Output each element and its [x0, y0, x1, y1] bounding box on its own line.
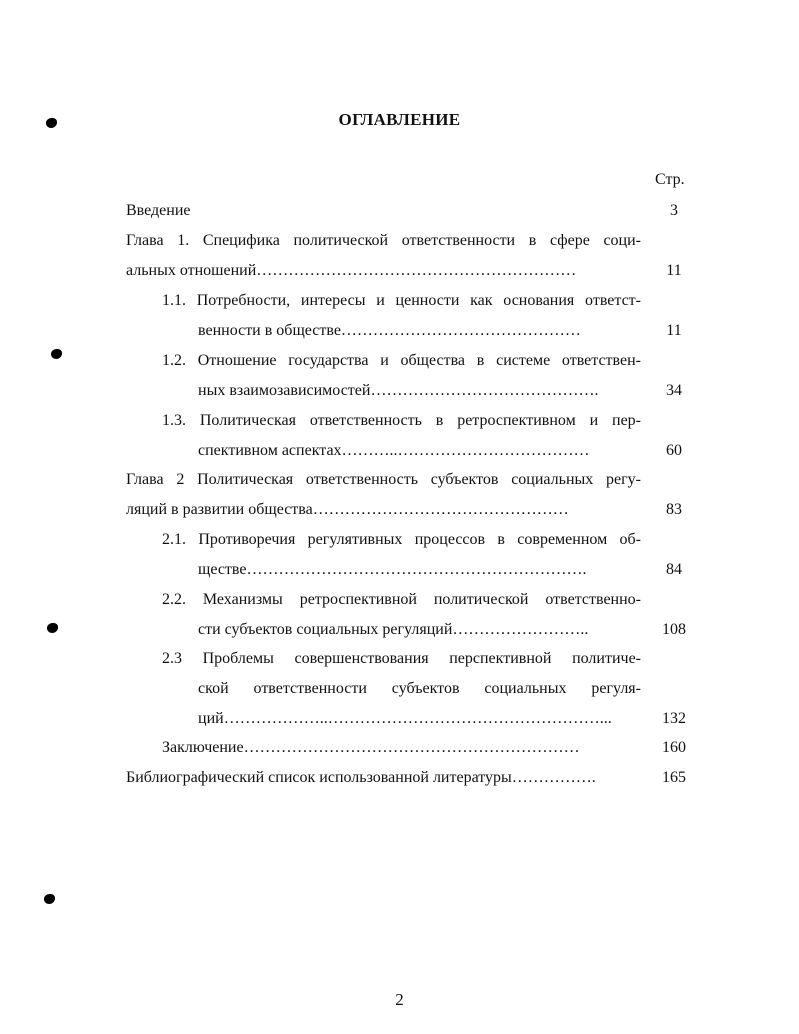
toc-entry-section-1-3-cont: спективном аспектах………..……………………………… [198, 442, 590, 459]
toc-entry-section-2-3-cont: ской ответственности субъектов социальных регуля- [198, 680, 641, 697]
toc-entry-chapter-2-cont: ляций в развитии общества………………………………………… [126, 501, 569, 518]
toc-entry-bibliography: Библиографический список использованной литературы……………. [126, 769, 596, 786]
binder-hole-mark [51, 349, 62, 359]
toc-entry-section-1-1-cont: венности в обществе……………………………………… [198, 322, 581, 339]
toc-entry-section-2-1: 2.1. Противоречия регулятивных процессов в современном об- [162, 531, 641, 548]
toc-entry-section-2-2-cont: сти субъектов социальных регуляций…………………….. [198, 621, 589, 638]
toc-entry-section-1-1: 1.1. Потребности, интересы и ценности как основания ответст- [162, 292, 641, 309]
toc-entry-section-2-3-cont2: ций………………..……………………………………………... [198, 710, 612, 727]
page-title: ОГЛАВЛЕНИЕ [338, 110, 461, 129]
toc-entry-section-2-1-cont: ществе………………………………………………………. [198, 561, 587, 578]
toc-page-conclusion: 160 [662, 739, 686, 756]
toc-entry-intro: Введение [126, 202, 191, 219]
toc-entry-section-1-2: 1.2. Отношение государства и общества в системе ответствен- [162, 352, 641, 369]
toc-entry-chapter-2: Глава 2 Политическая ответственность субъектов социальных регу- [126, 471, 641, 488]
toc-page-section-1-2: 34 [666, 382, 682, 399]
toc-entry-section-1-3: 1.3. Политическая ответственность в ретроспективном и пер- [162, 412, 641, 429]
toc-page-intro: 3 [670, 202, 678, 219]
toc-page-section-1-3: 60 [666, 442, 682, 459]
page-column-header: Стр. [655, 171, 685, 188]
page-number: 2 [395, 990, 404, 1009]
toc-page-chapter-2: 83 [666, 501, 682, 518]
toc-page-section-2-2: 108 [662, 621, 686, 638]
toc-entry-section-2-3: 2.3 Проблемы совершенствования перспективной политиче- [162, 650, 641, 667]
binder-hole-mark [44, 894, 55, 904]
toc-entry-section-1-2-cont: ных взаимозависимостей……………………………………. [198, 382, 599, 399]
toc-page-section-1-1: 11 [666, 322, 682, 339]
toc-entry-chapter-1: Глава 1. Специфика политической ответственности в сфере соци- [126, 232, 641, 249]
toc-entry-conclusion: Заключение……………………………………………………… [162, 739, 580, 756]
toc-page-section-2-1: 84 [666, 561, 682, 578]
toc-entry-section-2-2: 2.2. Механизмы ретроспективной политической ответственно- [162, 591, 641, 608]
toc-page-bibliography: 165 [662, 769, 686, 786]
toc-page-section-2-3: 132 [662, 710, 686, 727]
toc-page-chapter-1: 11 [666, 262, 682, 279]
binder-hole-mark [47, 623, 58, 633]
toc-entry-chapter-1-cont: альных отношений…………………………………………………… [126, 262, 577, 279]
